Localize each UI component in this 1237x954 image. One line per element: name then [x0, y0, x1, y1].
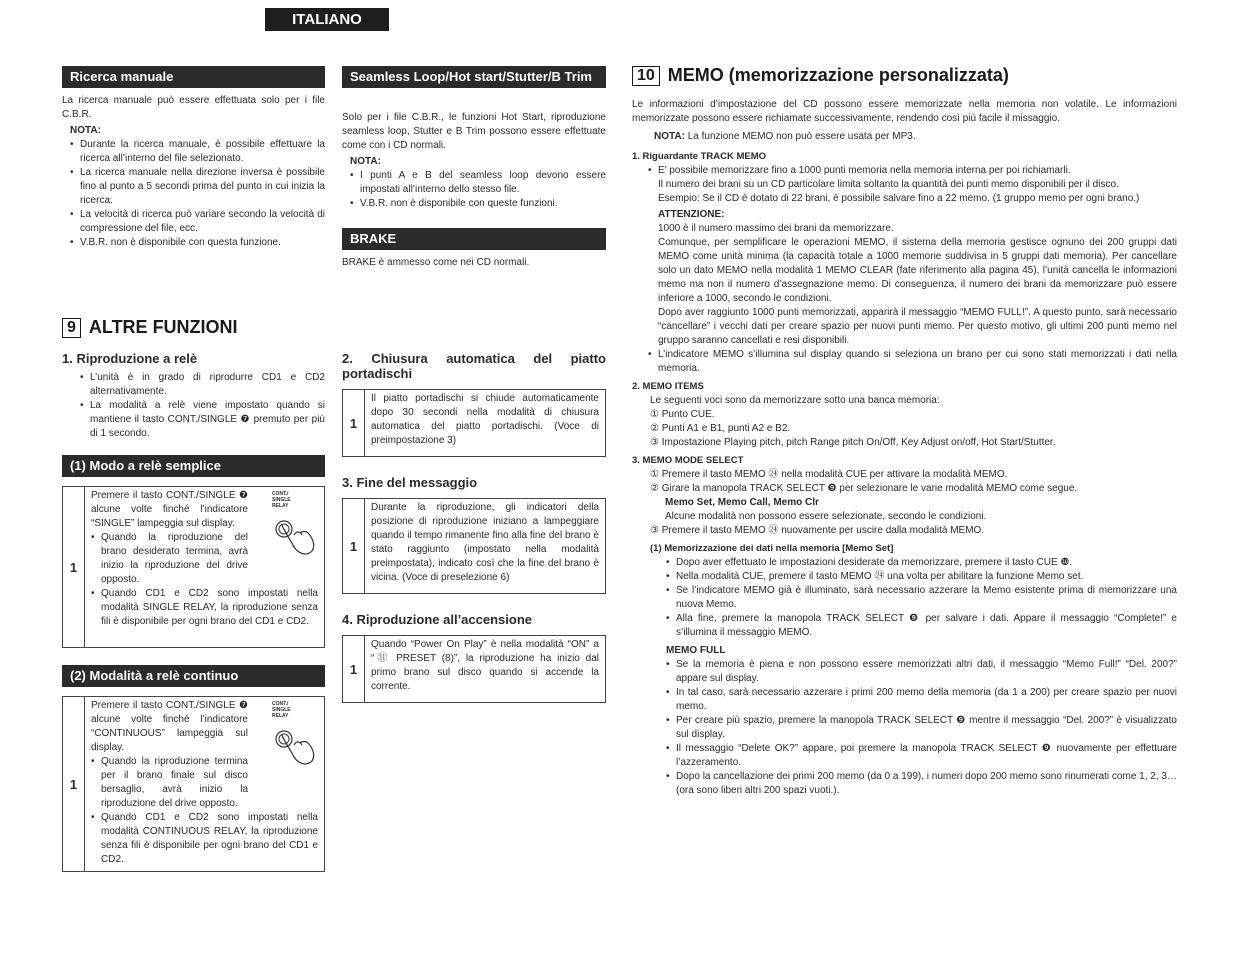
memo-full-title: MEMO FULL — [666, 645, 726, 656]
s1-line2: Il numero dei brani su un CD particolare limita soltanto la quantità dei punti memo disponibili per il disco. — [658, 179, 1119, 190]
s2-title: 2. MEMO ITEMS — [632, 381, 704, 392]
s1-line3: Esempio: Se il CD è dotato di 22 brani, è possibile salvare fino a 22 memo. (1 gruppo memo per ogni brano.) — [658, 193, 1140, 204]
s2-item: ① Punto CUE. — [650, 409, 715, 420]
list-item: • Dopo aver effettuato le impostazioni desiderate da memorizzare, premere il tasto CUE ❿. — [666, 556, 1177, 570]
list-item: • Quando la riproduzione termina per il brano finale sul disco bersaglio, avrà inizio la riproduzione del drive opposto. — [91, 755, 248, 811]
accensione-title: 4. Riproduzione all’accensione — [342, 612, 532, 627]
seamless-title: Seamless Loop/Hot start/Stutter/B Trim — [342, 66, 606, 88]
modo1-box — [62, 486, 325, 648]
modo2-title: (2) Modalità a relè continuo — [62, 665, 325, 687]
attenzione-label: ATTENZIONE: — [658, 209, 725, 220]
list-item: • E’ possibile memorizzare fino a 1000 punti memoria nella memoria interna per poi richiamarli. — [648, 164, 1177, 178]
seamless-text: Solo per i file C.B.R., le funzioni Hot Start, riproduzione seamless loop, Stutter e B Trim possono essere effettuate come con i CD normali. — [342, 112, 606, 151]
s3-sub: Alcune modalità non possono essere selezionate, secondo le condizioni. — [665, 511, 987, 522]
s3-sub-bold: Memo Set, Memo Call, Memo Clr — [665, 497, 819, 508]
modo1-text: Premere il tasto CONT./SINGLE ❼ alcune volte finché l’indicatore “SINGLE” lampeggia sul display. — [91, 490, 248, 529]
s2-intro: Le seguenti voci sono da memorizzare sotto una banca memoria: — [650, 395, 940, 406]
memo-heading — [632, 65, 1009, 86]
brake-text: BRAKE è ammesso come nei CD normali. — [342, 257, 530, 268]
s1-title: 1. Riguardante TRACK MEMO — [632, 151, 767, 162]
altre-funzioni-heading — [62, 317, 238, 338]
list-item: • V.B.R. non è disponibile con queste funzioni. — [350, 197, 606, 211]
nota-label: NOTA: — [350, 156, 381, 167]
s2-item: ③ Impostazione Playing pitch, pitch Range pitch On/Off, Key Adjust on/off, Hot Start/Stutter. — [650, 437, 1056, 448]
att-line1: 1000 è il numero massimo dei brani da memorizzare. — [658, 223, 894, 234]
rele-list — [72, 371, 325, 441]
chiusura-text: Il piatto portadischi si chiude automaticamente dopo 30 secondi nella modalità di chiusura automatica del piatto portadischi. (Voce di preimpostazione 3) — [371, 393, 599, 446]
s3-title: 3. MEMO MODE SELECT — [632, 455, 744, 466]
att-line3: Dopo aver raggiunto 1000 punti memorizzati, apparirà il messaggio “MEMO FULL!”. A questo punto, sarà necessario “cancellare” i vecchi dati per creare spazio per nuovi punti memo. Per questo motivo, gli ultimi 200 punti memo nel gruppo saranno cancellati e resi disponibili. — [658, 307, 1177, 346]
step-number: 1 — [343, 636, 365, 702]
s2-item: ② Punti A1 e B1, punti A2 e B2. — [650, 423, 791, 434]
list-item: • L’unità è in grado di riprodurre CD1 e CD2 alternativamente. — [80, 371, 325, 399]
section-number: 9 — [62, 318, 81, 338]
brake-title: BRAKE — [342, 228, 606, 250]
chiusura-title: 2. Chiusura automatica del piatto portadischi — [342, 351, 606, 381]
step-number: 1 — [343, 390, 365, 456]
chiusura-box — [342, 389, 606, 457]
section-title: MEMO (memorizzazione personalizzata) — [667, 65, 1009, 85]
accensione-text: Quando “Power On Play” è nella modalità “ON” a “⑪ PRESET (8)”, la riproduzione ha inizio dal primo brano sul disco quando si accende la corrente. — [371, 639, 599, 692]
s1-list-2 — [632, 348, 1177, 376]
list-item: • Quando CD1 e CD2 sono impostati nella modalità SINGLE RELAY, la riproduzione senza fili è disponibile per ogni brano del CD1 e CD2. — [91, 587, 318, 629]
memo-full-list — [632, 658, 1177, 798]
list-item: • Il messaggio “Delete OK?” appare, poi premere la manopola TRACK SELECT ❾ nuovamente per effettuare l’azzeramento. — [666, 742, 1177, 770]
fine-box — [342, 498, 606, 594]
finger-press-icon: CONT./ SINGLE RELAY — [266, 701, 322, 773]
list-item: • Durante la ricerca manuale, è possibile effettuare la ricerca all’interno del file selezionato. — [70, 138, 325, 166]
step-number: 1 — [63, 487, 85, 647]
list-item: • I punti A e B del seamless loop devono essere impostati all’interno dello stesso file. — [350, 169, 606, 197]
s3-1-title: (1) Memorizzazione dei dati nella memoria [Memo Set] — [650, 543, 894, 554]
list-item: • Se la memoria è piena e non possono essere memorizzati altri dati, il messaggio “Memo Full!” “Del. 200?” appare sul display. — [666, 658, 1177, 686]
list-item: • Alla fine, premere la manopola TRACK SELECT ❾ per salvare i dati. Appare il messaggio “Complete!” e s’illumina il messaggio MEMO. — [666, 612, 1177, 640]
list-item: • Quando la riproduzione del brano desiderato termina, avrà inizio la riproduzione del drive opposto. — [91, 531, 248, 587]
seamless-list — [342, 169, 606, 211]
list-item: • In tal caso, sarà necessario azzerare i primi 200 memo della memoria (da 1 a 200) per creare spazio per nuovi memo. — [666, 686, 1177, 714]
section-ricerca-title: Ricerca manuale — [62, 66, 325, 88]
fine-title: 3. Fine del messaggio — [342, 475, 478, 490]
step-number: 1 — [63, 697, 85, 871]
list-item: • La modalità a relè viene impostato quando si mantiene il tasto CONT./SINGLE ❼ premuto per più di 1 secondo. — [80, 399, 325, 441]
list-item: • La ricerca manuale nella direzione inversa è possibile fino al punto a 5 secondi prima del punto in cui inizia la ricerca. — [70, 166, 325, 208]
ricerca-intro: La ricerca manuale può essere effettuata solo per i file C.B.R. — [62, 95, 325, 120]
list-item: • V.B.R. non è disponibile con questa funzione. — [70, 236, 325, 250]
finger-press-icon: CONT./ SINGLE RELAY — [266, 491, 322, 563]
riproduzione-rele-title: 1. Riproduzione a relè — [62, 351, 198, 366]
list-item: • Quando CD1 e CD2 sono impostati nella modalità CONTINUOUS RELAY, la riproduzione senza fili è disponibile per ogni brano del CD1 e CD2. — [91, 811, 318, 867]
memo-intro: Le informazioni d’impostazione del CD possono essere memorizzate nella memoria non volatile. Le informazioni memorizzate possono essere richiamate successivamente, rendendo così più facile il missaggio. — [632, 99, 1177, 124]
list-item: • Nella modalità CUE, premere il tasto MEMO ㉔ una volta per abilitare la funzione Memo set. — [666, 570, 1177, 584]
list-item: • L’indicatore MEMO s’illumina sul display quando si seleziona un brano per cui sono stati memorizzati i dati nella memoria. — [648, 348, 1177, 376]
modo2-box — [62, 696, 325, 872]
s3-item2: ② Girare la manopola TRACK SELECT ❾ per selezionare le varie modalità MEMO come segue. — [650, 483, 1078, 494]
list-item: • Se l’indicatore MEMO già è illuminato, sarà necessario azzerare la Memo esistente prima di memorizzare una nuova Memo. — [666, 584, 1177, 612]
modo1-title: (1) Modo a relè semplice — [62, 455, 325, 477]
s3-item1: ① Premere il tasto MEMO ㉔ nella modalità CUE per attivare la modalità MEMO. — [650, 469, 1008, 480]
memo-nota: NOTA: La funzione MEMO non può essere usata per MP3. — [654, 131, 916, 142]
accensione-box — [342, 635, 606, 703]
step-number: 1 — [343, 499, 365, 593]
fine-text: Durante la riproduzione, gli indicatori della posizione di riproduzione iniziano a lampeggiare quando il tempo rimanente fino alla fine del brano è stato raggiunto (impostato nella modalità preimpostata), indicato così che la fine del brano è vicina. (Voce di preselezione 6) — [371, 502, 599, 583]
language-tab: ITALIANO — [265, 8, 389, 31]
list-item: • Dopo la cancellazione dei primi 200 memo (da 0 a 199), i numeri dopo 200 memo sono rinumerati come 1, 2, 3… (ora sono liberi altri 200 spazi vuoti.). — [666, 770, 1177, 798]
att-line2: Comunque, per semplificare le operazioni MEMO, il sistema della memoria gestisce ognuno dei 200 gruppi dati MEMO come unità minima (la capacità totale a 1000 memorie suddivisa in 5 gruppi dati memoria). Per cancellare solo un dato MEMO nella modalità 1 MEMO CLEAR (fate riferimento alla pagina 45), l’unità cancella le informazioni memo ma non il numero d’assegnazione memo. Di conseguenza, il numero dei brani da memorizzare può essere inferiore a 1000, secondo le condizioni. — [658, 237, 1177, 304]
nota-label: NOTA: — [70, 125, 101, 136]
s3-1-list — [632, 556, 1177, 640]
list-item: • Per creare più spazio, premere la manopola TRACK SELECT ❾ mentre il messaggio “Del. 200?” è visualizzato sul display. — [666, 714, 1177, 742]
section-number: 10 — [632, 66, 660, 86]
section-title: ALTRE FUNZIONI — [88, 317, 238, 337]
modo2-text: Premere il tasto CONT./SINGLE ❼ alcune volte finché l’indicatore “CONTINUOUS” lampeggia sul display. — [91, 700, 248, 753]
list-item: • La velocità di ricerca può variare secondo la velocità di compressione del file, ecc. — [70, 208, 325, 236]
s1-list — [632, 164, 1177, 178]
s3-item3: ③ Premere il tasto MEMO ㉔ nuovamente per uscire dalla modalità MEMO. — [650, 525, 985, 536]
ricerca-list — [62, 138, 325, 250]
